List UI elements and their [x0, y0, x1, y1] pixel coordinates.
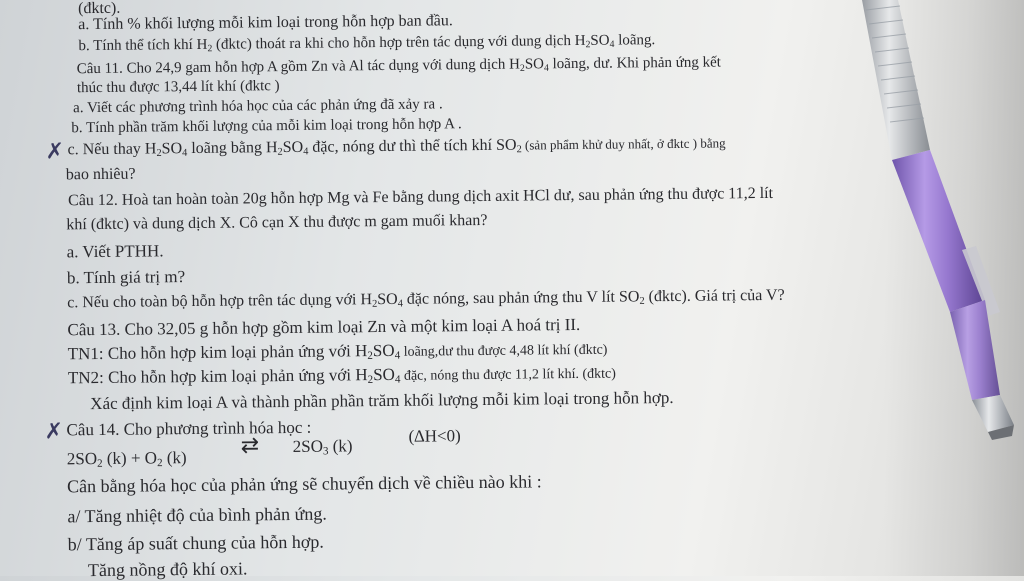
equation-product — [292, 436, 353, 458]
subscript: 2 — [156, 457, 163, 470]
text-line — [67, 316, 580, 338]
text-fragment: a. Tính % khối lượng mỗi kim loại trong hỗn hợp ban đầu. — [78, 12, 453, 34]
text-fragment: loãng, dư. Khi phản ứng kết — [548, 54, 721, 73]
text-line — [78, 13, 453, 33]
subscript: 2 — [639, 295, 645, 307]
text-fragment: khí (đktc) và dung dịch X. Cô cạn X thu được m gam muối khan? — [66, 211, 488, 234]
text-fragment: (k) — [328, 436, 353, 456]
text-fragment: Câu 13. Cho 32,05 g hỗn hợp gồm kim loại Zn và một kim loại A hoá trị II. — [67, 314, 581, 340]
cross-mark: ✗ — [45, 139, 65, 165]
subscript: 2 — [207, 43, 213, 55]
text-fragment: SO — [372, 340, 395, 361]
text-line — [67, 472, 542, 495]
cross-mark: ✗ — [44, 419, 64, 445]
text-fragment: SO — [590, 32, 610, 49]
text-line — [68, 364, 616, 388]
subscript: 4 — [394, 373, 401, 386]
text-fragment: b. Tính giá trị m? — [66, 267, 186, 288]
text-line — [78, 1, 120, 17]
subscript: 4 — [394, 349, 401, 362]
text-fragment: (sản phẩm khử duy nhất, ở đktc ) bằng — [521, 135, 726, 153]
subscript: 4 — [609, 39, 615, 51]
subscript: 2 — [585, 39, 591, 51]
subscript: 4 — [397, 298, 403, 310]
subscript: 2 — [367, 373, 374, 386]
subscript: 2 — [277, 146, 283, 158]
text-line — [67, 242, 164, 260]
text-fragment: (k) — [162, 448, 187, 468]
text-fragment: Cân bằng hóa học của phản ứng sẽ chuyển dịch về chiều nào khi : — [66, 471, 542, 497]
text-fragment: đặc, nóng thu được 11,2 lít khí. (đktc) — [400, 366, 616, 384]
text-line — [67, 505, 327, 526]
text-fragment: loãng. — [614, 32, 656, 49]
text-line — [67, 135, 725, 158]
text-fragment: b. Tính thể tích khí H — [78, 36, 208, 55]
subscript: 2 — [367, 349, 373, 362]
text-fragment: c. Nếu cho toàn bộ hỗn hợp trên tác dụng với H — [67, 291, 373, 312]
text-line — [66, 167, 136, 184]
text-fragment: Xác định kim loại A và thành phần phần trăm khối lượng mỗi kim loại trong hỗn hợp. — [90, 387, 674, 414]
subscript: 4 — [182, 147, 188, 159]
text-line — [67, 288, 785, 312]
text-line — [68, 340, 608, 364]
equation — [66, 448, 187, 470]
text-line — [66, 419, 311, 439]
text-line — [77, 79, 280, 96]
text-fragment: a. Viết PTHH. — [66, 241, 164, 262]
text-line — [68, 533, 324, 554]
text-line — [73, 97, 443, 116]
text-fragment: SO — [282, 138, 304, 157]
text-fragment: (đktc) thoát ra khi cho hỗn hợp trên tác dụng với dung dịch H — [212, 32, 586, 53]
text-fragment: 2SO — [66, 449, 98, 469]
text-fragment: bao nhiêu? — [65, 165, 136, 184]
text-fragment: c. Nếu thay H — [67, 140, 157, 159]
text-fragment: SO — [373, 364, 395, 385]
text-fragment: (đktc). Giá trị của V? — [644, 286, 785, 306]
text-fragment: Câu 11. Cho 24,9 gam hỗn hợp A gồm Zn và Al tác dụng với dung dịch H — [76, 56, 520, 78]
text-fragment: Câu 12. Hoà tan hoàn toàn 20g hỗn hợp Mg và Fe bằng dung dịch axit HCl dư, sau phản ứng thu được 11,2 lít — [68, 184, 774, 210]
text-line — [66, 213, 487, 233]
text-fragment: a/ Tăng nhiệt độ của bình phản ứng. — [67, 503, 327, 527]
paper-shadow — [884, 0, 1024, 576]
subscript: 3 — [322, 445, 329, 458]
subscript: 2 — [372, 298, 378, 310]
text-fragment: (đktc). — [78, 0, 121, 18]
enthalpy-note — [409, 427, 461, 445]
subscript: 4 — [303, 146, 309, 158]
text-fragment: Câu 14. Cho phương trình hóa học : — [66, 417, 312, 440]
text-line — [67, 268, 185, 286]
subscript: 2 — [97, 457, 103, 470]
text-line — [90, 389, 674, 412]
subscript: 4 — [543, 62, 549, 74]
text-fragment: TN1: Cho hỗn hợp kim loại phản ứng với H — [67, 341, 368, 364]
text-fragment: đặc, nóng dư thì thể tích khí SO — [308, 136, 517, 156]
text-line — [77, 55, 721, 77]
text-fragment: 2SO — [292, 436, 324, 456]
text-fragment: SO — [377, 290, 398, 309]
text-fragment: loãng bằng H — [187, 139, 278, 158]
text-line — [71, 117, 461, 136]
text-fragment: loãng,dư thu được 4,48 lít khí (đktc) — [400, 342, 608, 360]
text-line — [68, 186, 773, 209]
subscript: 2 — [156, 147, 162, 159]
equilibrium-arrow-icon: ⇄ — [240, 433, 260, 459]
subscript: 2 — [519, 62, 525, 74]
text-line — [88, 559, 248, 579]
text-line — [78, 33, 655, 54]
text-fragment: thúc thu được 13,44 lít khí (đktc ) — [76, 78, 280, 97]
text-fragment: b/ Tăng áp suất chung của hỗn hợp. — [67, 531, 324, 555]
text-fragment: SO — [161, 140, 183, 158]
text-fragment: b. Tính phần trăm khối lượng của mỗi kim loại trong hỗn hợp A . — [71, 116, 462, 137]
text-fragment: đặc nóng, sau phản ứng thu V lít SO — [402, 288, 640, 308]
text-fragment: a. Viết các phương trình hóa học của các phản ứng đã xảy ra . — [73, 96, 443, 117]
text-fragment: Tăng nồng độ khí oxi. — [87, 558, 248, 581]
text-fragment: SO — [524, 56, 545, 73]
text-fragment: (∆H<0) — [408, 426, 461, 446]
text-fragment: TN2: Cho hỗn hợp kim loại phản ứng với H — [67, 365, 368, 388]
subscript: 2 — [516, 144, 522, 156]
text-fragment: (k) + O — [102, 448, 158, 468]
